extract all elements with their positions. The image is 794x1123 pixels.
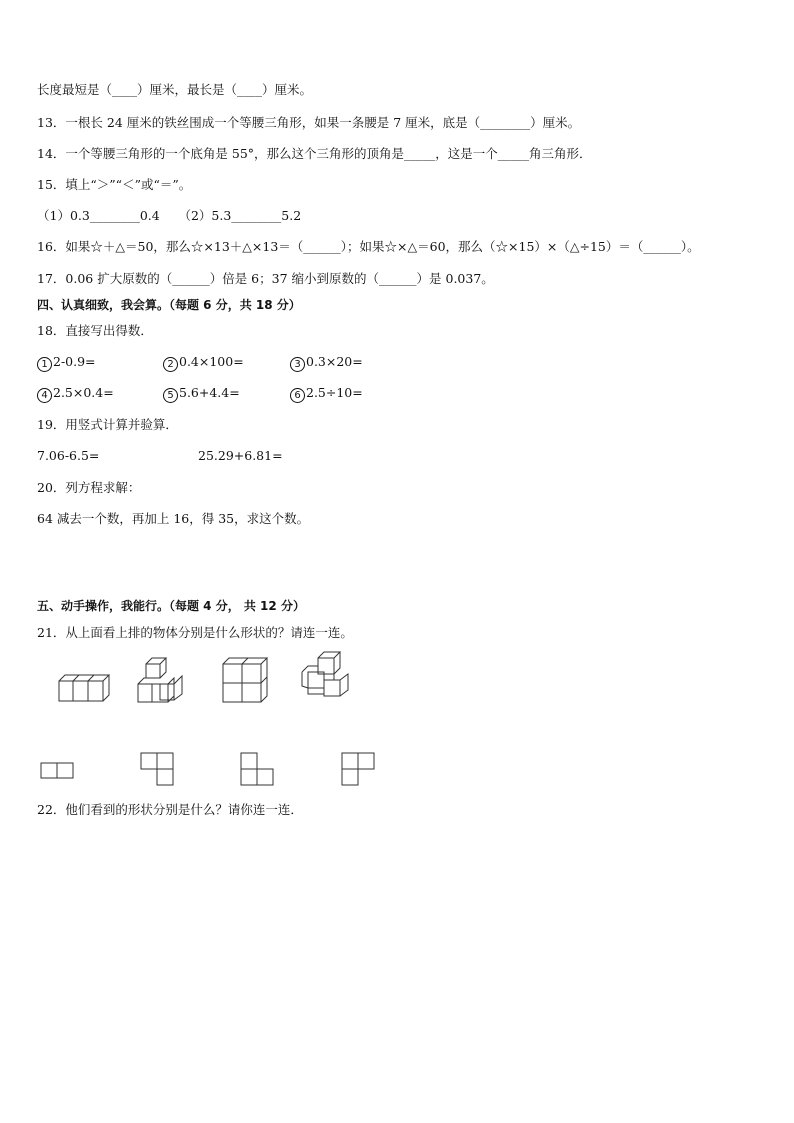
calc-expression: 0.3×20=: [306, 354, 363, 369]
circled-number: 4: [37, 388, 52, 403]
calc-item-4: [37, 385, 114, 403]
top-view-shape-3: [240, 752, 276, 788]
cube-figure-3: [221, 656, 269, 704]
question-20-text: 64 减去一个数，再加上 16，得 35，求这个数。: [37, 511, 310, 526]
question-21: 21．从上面看上排的物体分别是什么形状的？请连一连。: [37, 625, 353, 640]
calc-expression: 2.5×0.4=: [53, 385, 114, 400]
top-view-shape-4: [341, 752, 377, 788]
question-20: 20．列方程求解：: [37, 480, 141, 495]
question-16: 16．如果☆＋△＝50，那么☆×13＋△×13＝（______）；如果☆×△＝60，那么（☆×15）×（△÷15）＝（______）。: [37, 239, 700, 254]
question-14: 14．一个等腰三角形的一个底角是 55°，那么这个三角形的顶角是_____，这是一个_____角三角形．: [37, 146, 592, 161]
question-19: 19．用竖式计算并验算．: [37, 417, 178, 432]
question-13: 13．一根长 24 厘米的铁丝围成一个等腰三角形，如果一条腰是 7 厘米，底是（________）厘米。: [37, 115, 581, 130]
q12-continuation: 长度最短是（____）厘米，最长是（____）厘米。: [37, 82, 313, 97]
top-view-shape-2: [140, 752, 176, 788]
question-17: 17．0.06 扩大原数的（______）倍是 6；37 缩小到原数的（______）是 0.037。: [37, 271, 494, 286]
circled-number: 6: [290, 388, 305, 403]
circled-number: 2: [163, 357, 178, 372]
cube-figure-2: [136, 656, 188, 704]
calc-item-6: [290, 385, 363, 403]
q19-expression-b: 25.29+6.81=: [198, 448, 283, 463]
question-22: 22．他们看到的形状分别是什么？请你连一连．: [37, 802, 303, 817]
section-4-heading: 四、认真细致，我会算。（每题 6 分，共 18 分）: [37, 298, 301, 312]
cube-figure-4: [300, 650, 352, 704]
top-view-shape-1: [40, 762, 76, 780]
section-5-heading: 五、动手操作，我能行。（每题 4 分， 共 12 分）: [37, 599, 305, 613]
question-18: 18．直接写出得数．: [37, 323, 153, 338]
calc-item-3: [290, 354, 363, 372]
calc-expression: 0.4×100=: [179, 354, 244, 369]
calc-item-2: [163, 354, 244, 372]
calc-expression: 2.5÷10=: [306, 385, 363, 400]
circled-number: 5: [163, 388, 178, 403]
calc-item-1: [37, 354, 96, 372]
question-15-items: （1）0.3________0.4 （2）5.3________5.2: [37, 208, 302, 223]
circled-number: 1: [37, 357, 52, 372]
circled-number: 3: [290, 357, 305, 372]
calc-item-5: [163, 385, 240, 403]
calc-expression: 2-0.9=: [53, 354, 96, 369]
calc-expression: 5.6+4.4=: [179, 385, 240, 400]
question-15: 15．填上“＞”“＜”或“＝”。: [37, 177, 192, 192]
cube-figure-1: [57, 668, 107, 702]
q19-expression-a: 7.06-6.5=: [37, 448, 100, 463]
